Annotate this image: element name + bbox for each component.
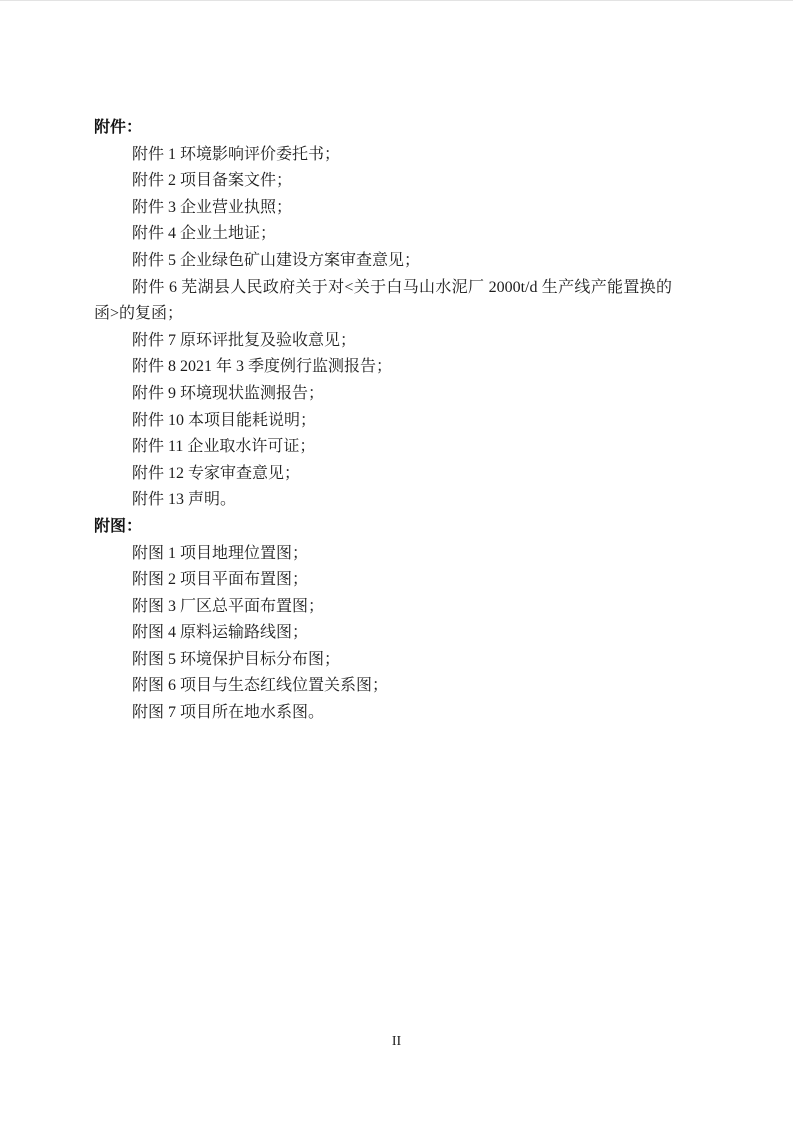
- attachment-item: 附件 7 原环评批复及验收意见；: [132, 331, 357, 349]
- figure-item: 附图 3 厂区总平面布置图；: [132, 597, 325, 615]
- attachment-item: 附件 11 企业取水许可证；: [132, 438, 316, 456]
- page-content: [94, 115, 700, 727]
- figures-list: [94, 541, 700, 727]
- figure-item: 附图 4 原料运输路线图；: [132, 624, 309, 642]
- figure-item: 附图 7 项目所在地水系图。: [132, 704, 325, 722]
- attachment-item: 附件 1 环境影响评价委托书；: [132, 145, 341, 163]
- attachment-item: 附件 3 企业营业执照；: [132, 198, 293, 216]
- page-number: II: [391, 1034, 402, 1049]
- attachment-item: 附件 6 芜湖县人民政府关于对<关于白马山水泥厂 2000t/d 生产线产能置换的函>的复函；: [94, 278, 672, 323]
- figure-item: 附图 1 项目地理位置图；: [132, 544, 309, 562]
- attachment-item: 附件 12 专家审查意见；: [132, 464, 301, 482]
- attachment-item: 附件 5 企业绿色矿山建设方案审查意见；: [132, 251, 421, 269]
- attachment-item: 附件 9 环境现状监测报告；: [132, 384, 325, 402]
- attachment-item: 附件 13 声明。: [132, 491, 237, 509]
- figure-item: 附图 5 环境保护目标分布图；: [132, 650, 341, 668]
- attachment-item: 附件 10 本项目能耗说明；: [132, 411, 317, 429]
- figure-item: 附图 6 项目与生态红线位置关系图；: [132, 677, 389, 695]
- attachment-item: 附件 4 企业土地证；: [132, 225, 277, 243]
- figure-item: 附图 2 项目平面布置图；: [132, 571, 309, 589]
- attachments-list: [94, 142, 700, 514]
- figures-heading: 附图：: [94, 517, 143, 535]
- attachments-heading: 附件：: [94, 119, 143, 136]
- attachment-item: 附件 2 项目备案文件；: [132, 172, 293, 190]
- attachment-item: 附件 8 2021 年 3 季度例行监测报告；: [132, 358, 393, 376]
